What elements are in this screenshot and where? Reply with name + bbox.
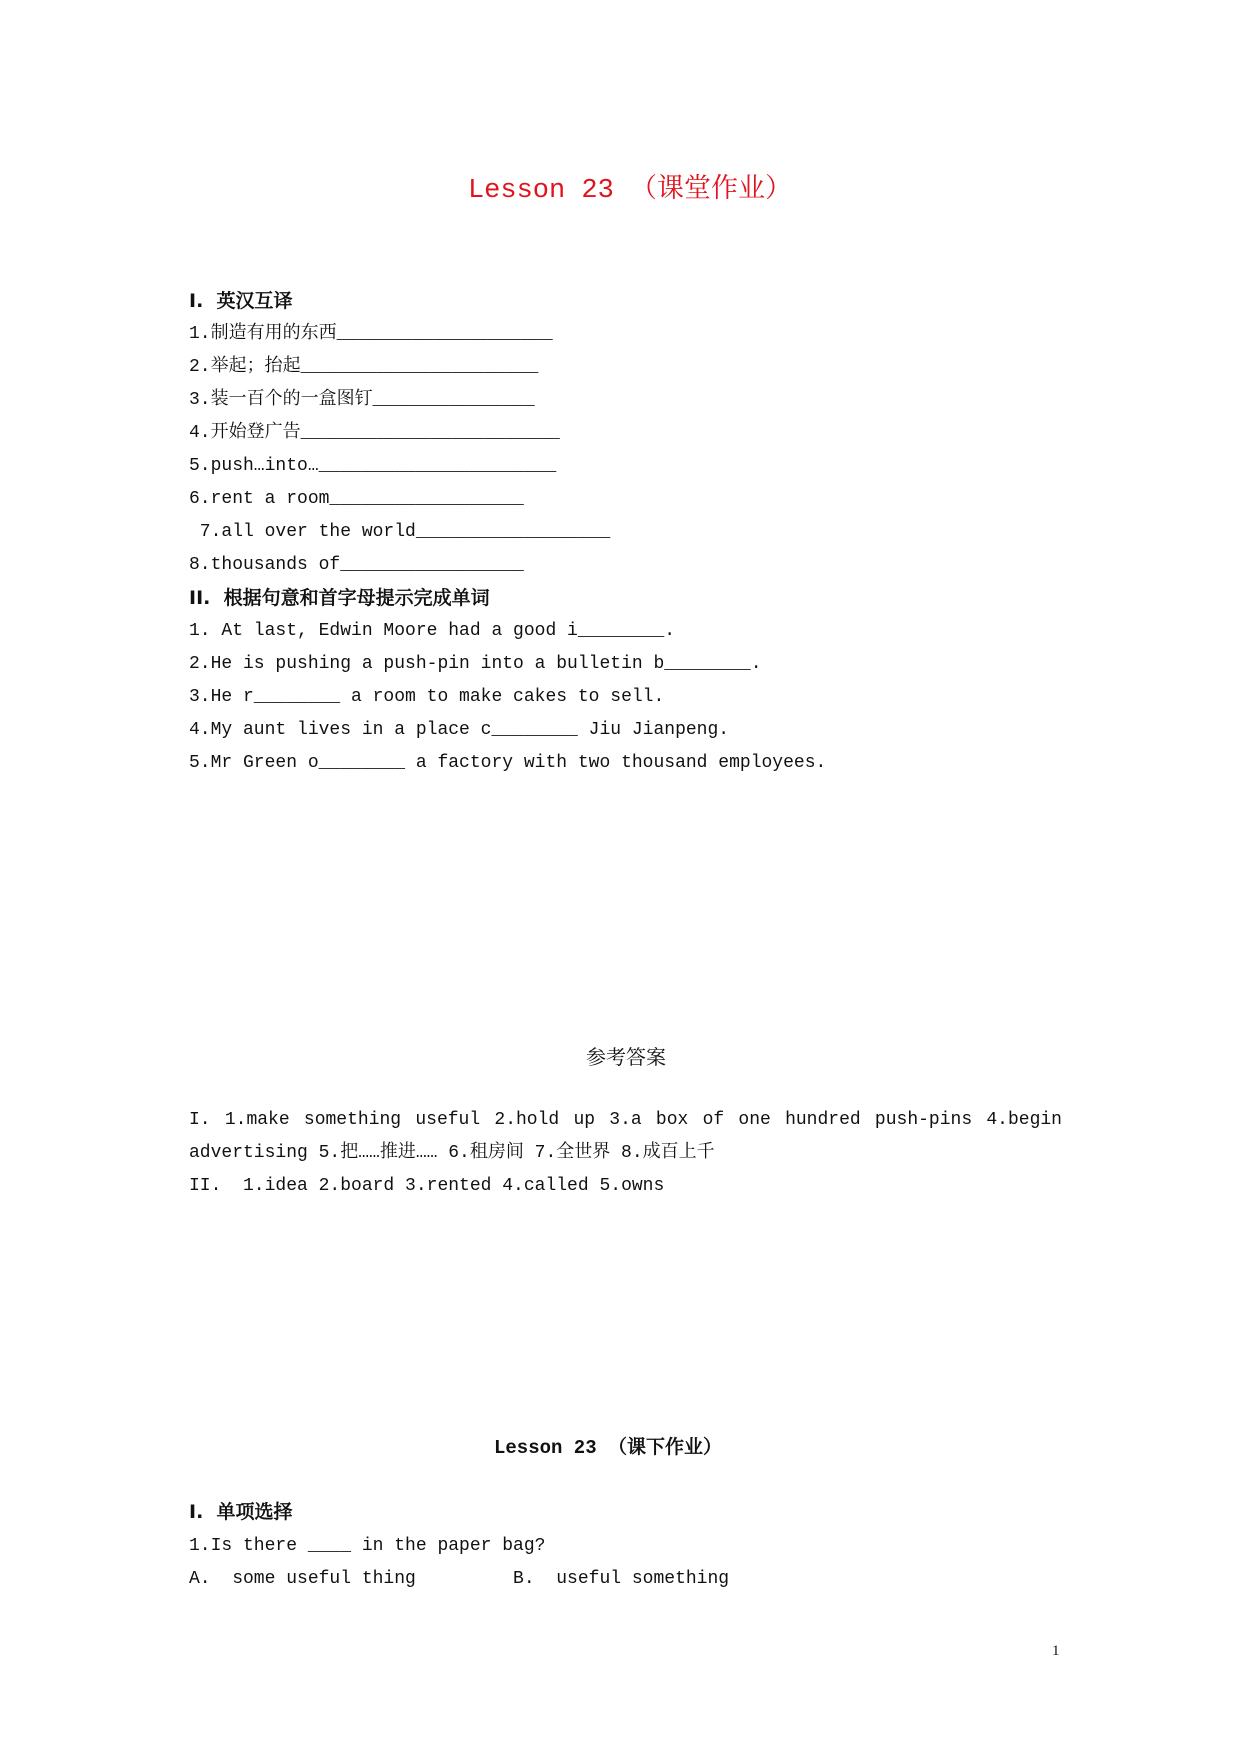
answers-heading-text: 参考答案 [586, 1045, 666, 1069]
part1-item: 5.push…into…______________________ [189, 456, 557, 476]
part1-item: 8.thousands of_________________ [189, 555, 524, 575]
homework-heading: I. 单项选择 [189, 1501, 293, 1523]
page-number: 1 [1052, 1643, 1060, 1659]
part2-item: 1. At last, Edwin Moore had a good i________. [189, 621, 676, 641]
page-title-text: Lesson 23 （课堂作业） [467, 176, 793, 206]
part1-item: 6.rent a room__________________ [189, 489, 524, 509]
part1-item: 1.制造有用的东西____________________ [189, 324, 553, 344]
answers-part2: II. 1.idea 2.board 3.rented 4.called 5.owns [189, 1176, 665, 1196]
part1-item: 2.举起；抬起______________________ [189, 357, 539, 377]
homework-title-text: Lesson 23 （课下作业） [493, 1437, 723, 1459]
homework-options: A. some useful thing B. useful something [189, 1569, 730, 1589]
part2-item: 2.He is pushing a push-pin into a bulletin b________. [189, 654, 762, 674]
part1-item: 3.装一百个的一盒图钉_______________ [189, 390, 535, 410]
answers-part1: I. 1.make something useful 2.hold up 3.a box of one hundred push-pins 4.begin advertising 5.把……推进…… 6.租房间 7.全世界 8.成百上千 [189, 1110, 1062, 1163]
part2-heading: II. 根据句意和首字母提示完成单词 [189, 587, 490, 609]
part2-item: 3.He r________ a room to make cakes to sell. [189, 687, 665, 707]
part1-heading: I. 英汉互译 [189, 290, 293, 312]
part1-item: 4.开始登广告________________________ [189, 423, 560, 443]
part2-item: 4.My aunt lives in a place c________ Jiu Jianpeng. [189, 720, 730, 740]
part1-item: 7.all over the world__________________ [189, 522, 611, 542]
answers-heading [0, 1041, 1240, 1070]
page-title [0, 166, 1240, 206]
homework-question: 1.Is there ____ in the paper bag? [189, 1536, 546, 1556]
part2-item: 5.Mr Green o________ a factory with two thousand employees. [189, 753, 827, 773]
homework-title [0, 1432, 1240, 1459]
